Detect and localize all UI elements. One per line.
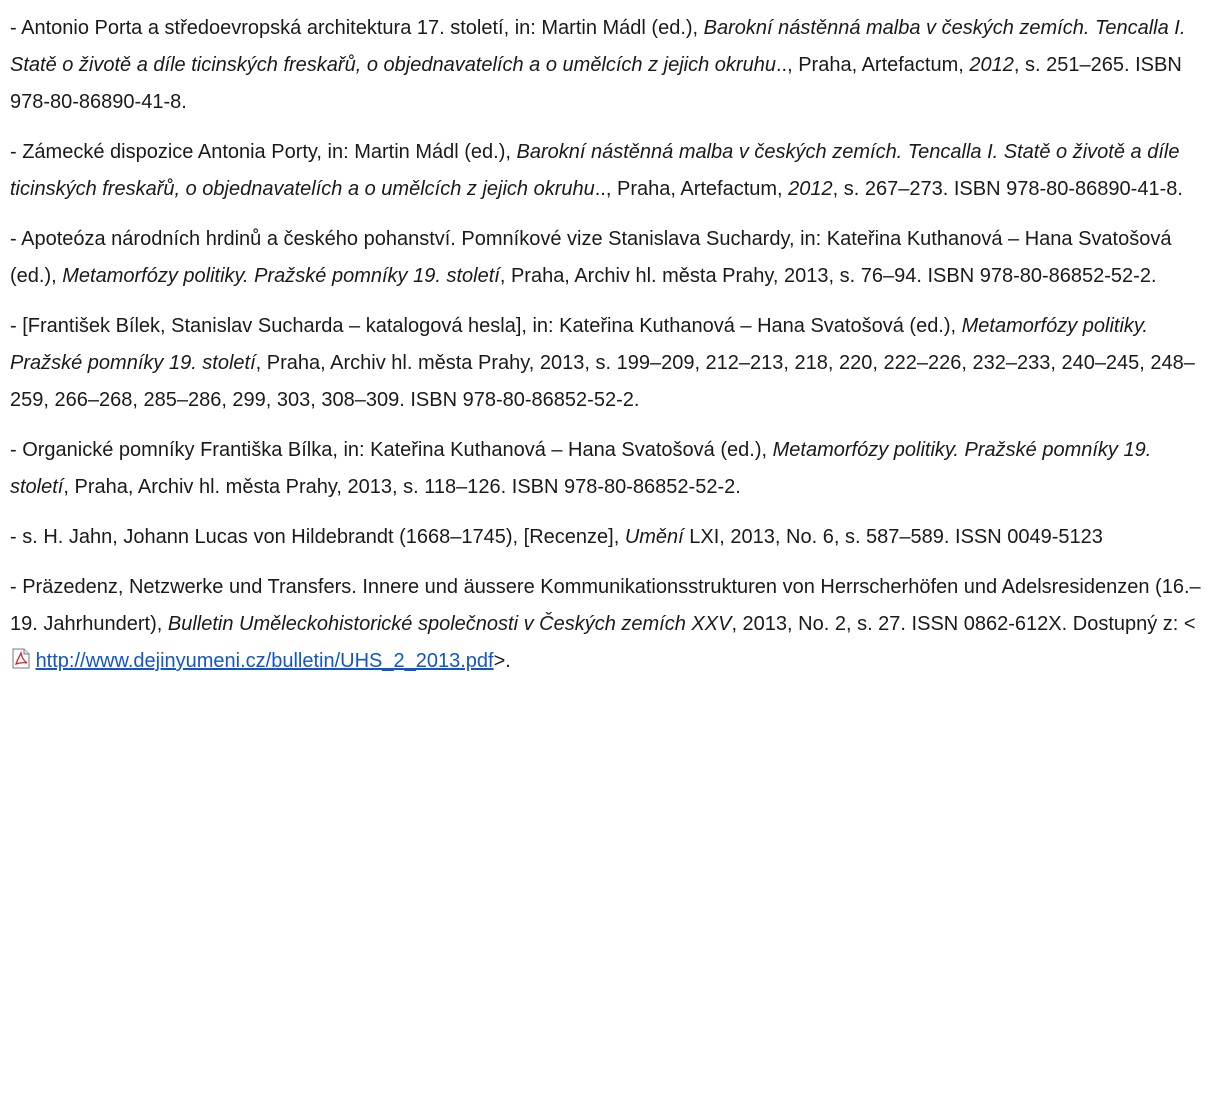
publication-title: 2012 (969, 54, 1014, 76)
bibliography-entry (10, 308, 1211, 419)
pdf-icon[interactable] (12, 645, 30, 666)
citation-text: , Praha, Archiv hl. města Prahy, 2013, s. 199–209, 212–213, 218, 220, 222–226, 232–233, 240–245, 248–259, 266–268, 285–286, 299, 303, 308–309. ISBN 978-80-86852-52-2. (10, 352, 1195, 411)
citation-text: - Antonio Porta a středoevropská architektura 17. století, in: Martin Mádl (ed.), (10, 17, 704, 39)
bibliography-entry (10, 432, 1211, 506)
citation-text: - Apoteóza národních hrdinů a českého pohanství. Pomníkové vize Stanislava Suchardy, in: Kateřina Kuthanová – Hana Svatošová (ed.), (10, 228, 1172, 287)
bibliography-entry (10, 569, 1211, 680)
citation-text: >. (493, 650, 511, 672)
publication-title: Umění (624, 526, 684, 548)
bibliography-entry (10, 519, 1211, 556)
pdf-link[interactable]: http://www.dejinyumeni.cz/bulletin/UHS_2_2013.pdf (35, 650, 494, 672)
citation-text: , Praha, Archiv hl. města Prahy, 2013, s. 118–126. ISBN 978-80-86852-52-2. (63, 476, 741, 498)
publication-title: Metamorfózy politiky. Pražské pomníky 19. století (10, 315, 1148, 374)
bibliography-entry (10, 221, 1211, 295)
publication-title: Barokní nástěnná malba v českých zemích. Tencalla I. Statě o životě a díle ticinských freskařů, o objednavatelích a o umělcích z jejich okruhu (10, 141, 1180, 200)
citation-text: .., Praha, Artefactum, (594, 178, 789, 200)
publication-title: Bulletin Uměleckohistorické společnosti v Českých zemích XXV (167, 613, 732, 635)
publication-title: Barokní nástěnná malba v českých zemích. Tencalla I. Statě o životě a díle ticinských freskařů, o objednavatelích a o umělcích z jejich okruhu (10, 17, 1186, 76)
citation-text: LXI, 2013, No. 6, s. 587–589. ISSN 0049-5123 (683, 526, 1103, 548)
citation-text: - Präzedenz, Netzwerke und Transfers. Innere und äussere Kommunikationsstrukturen von Herrscherhöfen und Adelsresidenzen (16.–19. Jahrhundert), (10, 576, 1201, 635)
citation-text: , s. 251–265. ISBN 978-80-86890-41-8. (10, 54, 1182, 113)
citation-text: - Organické pomníky Františka Bílka, in: Kateřina Kuthanová – Hana Svatošová (ed.), (10, 439, 773, 461)
citation-text: - s. H. Jahn, Johann Lucas von Hildebrandt (1668–1745), [Recenze], (10, 526, 625, 548)
citation-text: - Zámecké dispozice Antonia Porty, in: Martin Mádl (ed.), (10, 141, 517, 163)
publication-title: Metamorfózy politiky. Pražské pomníky 19. století (62, 265, 500, 287)
citation-text: .., Praha, Artefactum, (775, 54, 970, 76)
citation-text: , 2013, No. 2, s. 27. ISSN 0862-612X. Dostupný z: < (731, 613, 1196, 635)
citation-text: , Praha, Archiv hl. města Prahy, 2013, s. 76–94. ISBN 978-80-86852-52-2. (499, 265, 1157, 287)
publication-title: 2012 (788, 178, 833, 200)
citation-text: - [František Bílek, Stanislav Sucharda – katalogová hesla], in: Kateřina Kuthanová – Hana Svatošová (ed.), (10, 315, 962, 337)
bibliography-entry (10, 10, 1211, 121)
publication-title: Metamorfózy politiky. Pražské pomníky 19. století (10, 439, 1152, 498)
bibliography-entry (10, 134, 1211, 208)
citation-text: , s. 267–273. ISBN 978-80-86890-41-8. (832, 178, 1183, 200)
